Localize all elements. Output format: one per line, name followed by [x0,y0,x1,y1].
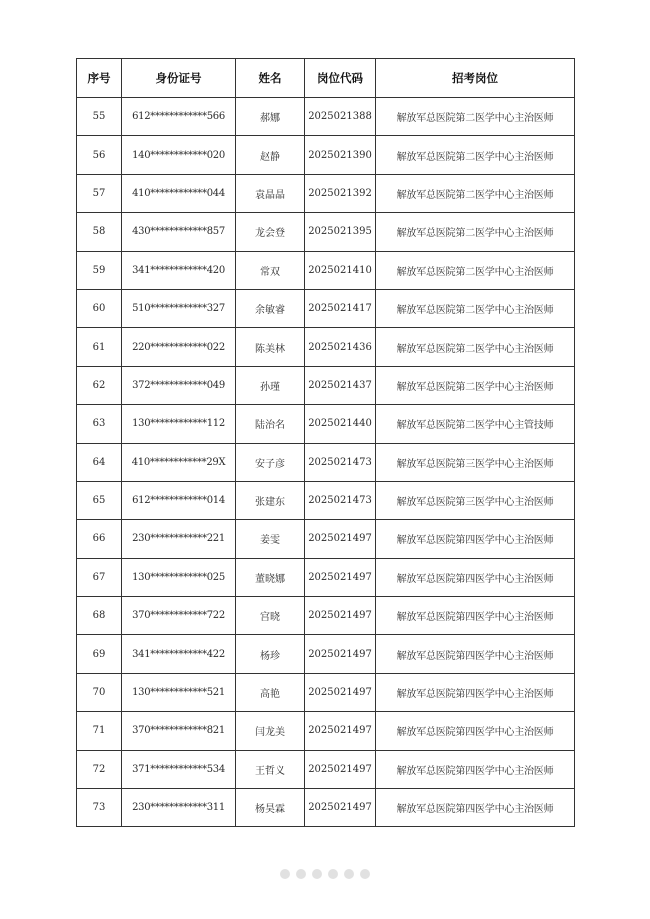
cell-post: 解放军总医院第四医学中心主治医师 [376,558,575,596]
cell-post-code: 2025021473 [305,481,376,519]
cell-id-number: 230************311 [122,789,236,827]
cell-post-code: 2025021410 [305,251,376,289]
cell-seq: 55 [77,98,122,136]
cell-post-code: 2025021390 [305,136,376,174]
cell-seq: 64 [77,443,122,481]
table-row [77,328,575,366]
cell-name: 袁晶晶 [236,174,305,212]
header-post-code: 岗位代码 [305,59,376,98]
cell-post-code: 2025021417 [305,289,376,327]
cell-seq: 67 [77,558,122,596]
cell-name: 张建东 [236,481,305,519]
table-row [77,673,575,711]
cell-id-number: 371************534 [122,750,236,788]
cell-id-number: 612************566 [122,98,236,136]
cell-seq: 59 [77,251,122,289]
cell-id-number: 372************049 [122,366,236,404]
cell-seq: 56 [77,136,122,174]
table-row [77,98,575,136]
table-row [77,366,575,404]
cell-post: 解放军总医院第四医学中心主治医师 [376,750,575,788]
cell-post: 解放军总医院第二医学中心主治医师 [376,251,575,289]
cell-post: 解放军总医院第三医学中心主治医师 [376,481,575,519]
cell-id-number: 370************722 [122,597,236,635]
watermark-dots [270,866,380,882]
cell-name: 郝娜 [236,98,305,136]
cell-seq: 70 [77,673,122,711]
cell-name: 陆治名 [236,405,305,443]
cell-seq: 72 [77,750,122,788]
cell-name: 安子彦 [236,443,305,481]
cell-id-number: 341************422 [122,635,236,673]
cell-post: 解放军总医院第四医学中心主治医师 [376,635,575,673]
table-row [77,481,575,519]
table-row [77,635,575,673]
cell-post-code: 2025021392 [305,174,376,212]
cell-seq: 63 [77,405,122,443]
cell-id-number: 410************29X [122,443,236,481]
cell-post-code: 2025021497 [305,673,376,711]
watermark-dot [296,869,306,879]
cell-seq: 58 [77,213,122,251]
cell-post: 解放军总医院第二医学中心主治医师 [376,213,575,251]
cell-seq: 57 [77,174,122,212]
cell-seq: 73 [77,789,122,827]
table-header [77,59,575,98]
cell-post: 解放军总医院第二医学中心主管技师 [376,405,575,443]
cell-name: 杨珍 [236,635,305,673]
cell-name: 姜雯 [236,520,305,558]
cell-seq: 71 [77,712,122,750]
table-row [77,136,575,174]
cell-name: 宫晓 [236,597,305,635]
cell-post-code: 2025021497 [305,520,376,558]
cell-seq: 60 [77,289,122,327]
cell-id-number: 130************112 [122,405,236,443]
table-row [77,520,575,558]
table-row [77,443,575,481]
table-row [77,789,575,827]
table-row [77,289,575,327]
cell-id-number: 430************857 [122,213,236,251]
cell-post-code: 2025021388 [305,98,376,136]
table-row [77,405,575,443]
header-seq: 序号 [77,59,122,98]
cell-post-code: 2025021497 [305,597,376,635]
header-id-number: 身份证号 [122,59,236,98]
cell-post-code: 2025021395 [305,213,376,251]
table-row [77,597,575,635]
cell-name: 陈美林 [236,328,305,366]
cell-name: 赵静 [236,136,305,174]
cell-seq: 61 [77,328,122,366]
watermark-dot [344,869,354,879]
cell-name: 常双 [236,251,305,289]
cell-name: 孙瑾 [236,366,305,404]
cell-id-number: 410************044 [122,174,236,212]
cell-name: 余敏睿 [236,289,305,327]
cell-seq: 66 [77,520,122,558]
cell-post: 解放军总医院第三医学中心主治医师 [376,443,575,481]
watermark-dot [280,869,290,879]
table-row [77,712,575,750]
cell-post-code: 2025021497 [305,712,376,750]
watermark-dot [312,869,322,879]
cell-name: 高艳 [236,673,305,711]
cell-post: 解放军总医院第四医学中心主治医师 [376,712,575,750]
cell-name: 龙会登 [236,213,305,251]
cell-id-number: 612************014 [122,481,236,519]
header-post: 招考岗位 [376,59,575,98]
cell-post: 解放军总医院第二医学中心主治医师 [376,174,575,212]
cell-post: 解放军总医院第二医学中心主治医师 [376,136,575,174]
cell-seq: 69 [77,635,122,673]
cell-name: 闫龙美 [236,712,305,750]
cell-post-code: 2025021497 [305,635,376,673]
table-row [77,174,575,212]
watermark-dot [360,869,370,879]
cell-id-number: 130************521 [122,673,236,711]
cell-post: 解放军总医院第四医学中心主治医师 [376,520,575,558]
cell-seq: 62 [77,366,122,404]
header-name: 姓名 [236,59,305,98]
cell-id-number: 510************327 [122,289,236,327]
cell-post: 解放军总医院第二医学中心主治医师 [376,289,575,327]
cell-name: 董晓娜 [236,558,305,596]
cell-post: 解放军总医院第二医学中心主治医师 [376,328,575,366]
cell-post-code: 2025021436 [305,328,376,366]
cell-post-code: 2025021497 [305,750,376,788]
table-body [77,98,575,827]
cell-name: 杨昊霖 [236,789,305,827]
cell-post-code: 2025021437 [305,366,376,404]
cell-post-code: 2025021497 [305,789,376,827]
cell-seq: 65 [77,481,122,519]
cell-id-number: 370************821 [122,712,236,750]
cell-post: 解放军总医院第四医学中心主治医师 [376,673,575,711]
cell-id-number: 140************020 [122,136,236,174]
cell-seq: 68 [77,597,122,635]
table-row [77,750,575,788]
table-row [77,251,575,289]
cell-post: 解放军总医院第四医学中心主治医师 [376,789,575,827]
table-row [77,558,575,596]
cell-post-code: 2025021473 [305,443,376,481]
cell-post: 解放军总医院第四医学中心主治医师 [376,597,575,635]
cell-post-code: 2025021497 [305,558,376,596]
cell-name: 王哲义 [236,750,305,788]
cell-post: 解放军总医院第二医学中心主治医师 [376,366,575,404]
watermark-dot [328,869,338,879]
cell-id-number: 230************221 [122,520,236,558]
table-row [77,213,575,251]
header-row [77,59,575,98]
cell-post: 解放军总医院第二医学中心主治医师 [376,98,575,136]
personnel-table [76,58,575,827]
cell-id-number: 341************420 [122,251,236,289]
cell-id-number: 130************025 [122,558,236,596]
cell-post-code: 2025021440 [305,405,376,443]
cell-id-number: 220************022 [122,328,236,366]
